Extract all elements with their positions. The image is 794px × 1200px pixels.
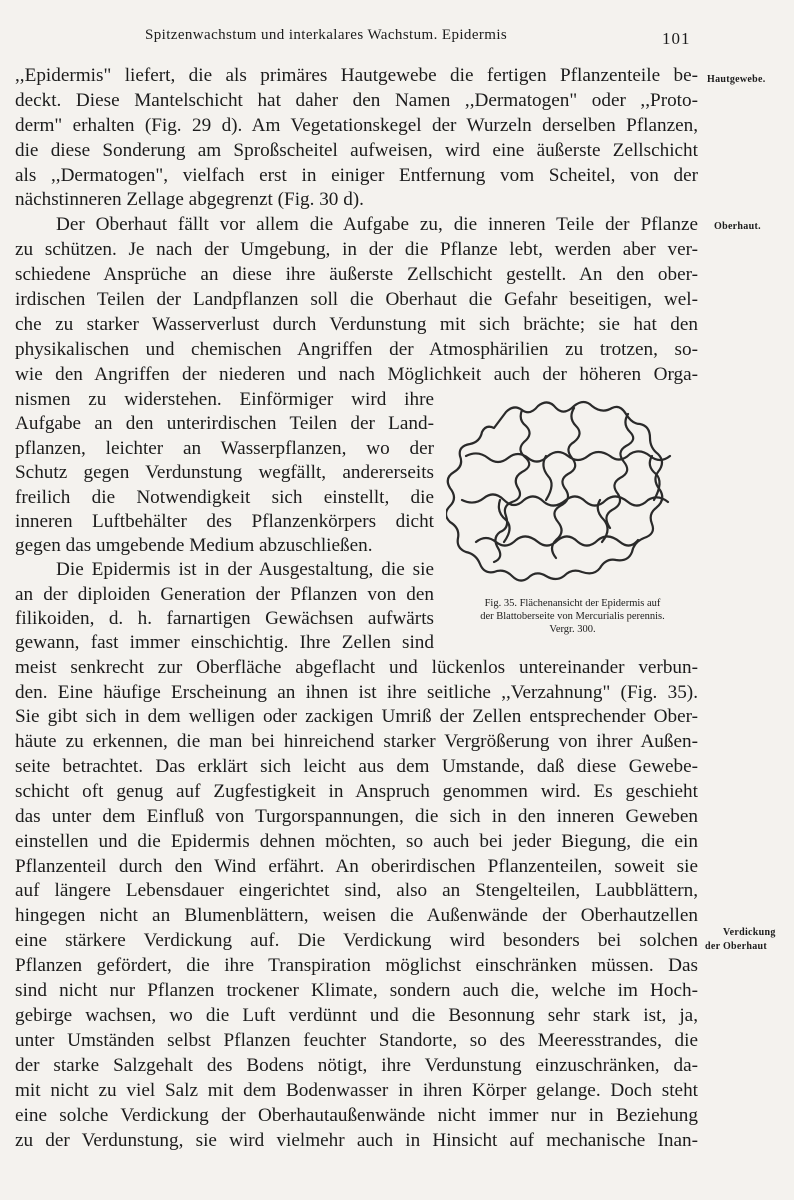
text-line: pflanzen, leichter an Wasserpflanzen, wo der (15, 438, 434, 459)
margin-note-der-oberhaut: der Oberhaut (705, 941, 768, 952)
text-line: schiedene Ansprüche an diese ihre äußerste Zellschicht gestellt. An den ober- (15, 264, 698, 285)
text-line: filikoiden, d. h. farnartigen Gewächsen aufwärts (15, 608, 434, 629)
running-title: Spitzenwachstum und interkalares Wachstum. Epidermis (145, 27, 508, 43)
figure-caption (440, 597, 705, 636)
text-line: als ,,Dermatogen", vielfach erst in einiger Entfernung vom Scheitel, von der (15, 165, 698, 186)
text-line: freilich die Notwendigkeit sich einstellt, die (15, 487, 434, 508)
cell-wall (499, 500, 510, 542)
text-line: eine solche Verdickung der Oberhautaußenwände nicht immer nur in Beziehung (15, 1105, 698, 1126)
margin-note-verdickung: Verdickung (723, 927, 776, 938)
text-line: gebirge wachsen, wo die Luft verdünnt und die Besonnung sehr stark ist, ja, (15, 1005, 698, 1026)
cell-wall (606, 414, 633, 528)
text-line: che zu starker Wasserverlust durch Verdunstung mit sich brächte; sie hat den (15, 314, 698, 335)
text-line: unter Umständen selbst Pflanzen feuchter Standorte, so des Meeresstrandes, die (15, 1030, 698, 1051)
text-line: sind nicht nur Pflanzen trockener Klimate, sondern auch die, welche im Hoch- (15, 980, 698, 1001)
text-line: nächstinneren Zellage abgegrenzt (Fig. 30 d). (15, 189, 364, 210)
margin-note-hautgewebe: Hautgewebe. (707, 74, 766, 85)
text-line: derm" erhalten (Fig. 29 d). Am Vegetationskegel der Wurzeln derselben Pflanzen, (15, 115, 698, 136)
text-line: nismen zu widerstehen. Einförmiger wird ihre (15, 389, 434, 410)
figure-35-epidermis-drawing (446, 392, 701, 592)
cell-wall (543, 456, 551, 500)
text-line: Aufgabe an den unterirdischen Teilen der Land- (15, 413, 434, 434)
text-line: an der diploiden Generation der Pflanzen von den (15, 584, 434, 605)
text-line: schicht oft genug auf Zugfestigkeit in Anspruch genommen wird. Es geschieht (15, 781, 698, 802)
text-line: mit nicht zu viel Salz mit dem Bodenwasser in ihren Körper gelange. Doch steht (15, 1080, 698, 1101)
text-line: gegen das umgebende Medium abzuschließen. (15, 535, 373, 556)
text-line: inneren Luftbehälter des Pflanzenkörpers dicht (15, 511, 434, 532)
text-line: Pflanzenteil durch den Wind erfährt. An oberirdischen Pflanzenteilen, soweit sie (15, 856, 698, 877)
text-line: zu der Verdunstung, sie wird vielmehr auch in Hinsicht auf mechanische Inan- (15, 1130, 698, 1151)
text-line: der starke Salzgehalt des Bodens nötigt, ihre Verdunstung einzuschränken, da- (15, 1055, 698, 1076)
text-line: meist senkrecht zur Oberfläche abgeflacht und lückenlos untereinander verbun- (15, 657, 698, 678)
text-line: den. Eine häufige Erscheinung an ihnen ist ihre seitliche ,,Verzahnung" (Fig. 35). (15, 682, 698, 703)
text-line: eine stärkere Verdickung auf. Die Verdickung wird besonders bei solchen (15, 930, 698, 951)
text-line: auf längere Lebensdauer eingerichtet sind, also an Stengelteilen, Laubblättern, (15, 880, 698, 901)
text-line: physikalischen und chemischen Angriffen der Atmosphärilien zu trotzen, so- (15, 339, 698, 360)
running-header (0, 27, 794, 49)
text-line: häute zu erkennen, die man bei hinreichend starker Vergrößerung von ihrer Außen- (15, 731, 698, 752)
text-line: Sie gibt sich in dem welligen oder zackigen Umriß der Zellen entsprechender Ober- (15, 706, 698, 727)
text-line: wie den Angriffen der niederen und nach Möglichkeit auch der höheren Orga- (15, 364, 698, 385)
caption-line: Vergr. 300. (549, 624, 596, 635)
text-line: seite betrachtet. Das erklärt sich leicht aus dem Umstande, daß diese Gewebe- (15, 756, 698, 777)
text-line: zu schützen. Je nach der Umgebung, in der die Pflanze lebt, werden aber ver- (15, 239, 698, 260)
text-line: die diese Sonderung am Sproßscheitel aufweisen, wird eine äußerste Zellschicht (15, 140, 698, 161)
text-line: gewann, fast immer einschichtig. Ihre Zellen sind (15, 632, 434, 653)
text-line: das unter dem Einfluß von Turgorspannungen, die sich in den inneren Geweben (15, 806, 698, 827)
text-line: Die Epidermis ist in der Ausgestaltung, die sie (56, 559, 434, 580)
cell-wall (494, 410, 530, 562)
text-line: Schutz gegen Verdunstung wegfällt, andererseits (15, 462, 434, 483)
text-line: einstellen und die Epidermis dehnen möchten, so auch bei jeder Biegung, die ein (15, 831, 698, 852)
text-line: irdischen Teilen der Landpflanzen soll die Oberhaut die Gefahr beseitigen, wel- (15, 289, 698, 310)
caption-line: der Blattoberseite von Mercurialis perennis. (480, 611, 665, 622)
text-line: deckt. Diese Mantelschicht hat daher den Namen ,,Dermatogen" oder ,,Proto- (15, 90, 698, 111)
text-line: ,,Epidermis" liefert, die als primäres Hautgewebe die fertigen Pflanzenteile be- (15, 65, 698, 86)
text-line: Der Oberhaut fällt vor allem die Aufgabe zu, die inneren Teile der Pflanze (56, 214, 698, 235)
text-line: hingegen nicht an Blumenblättern, weisen die Außenwände der Oberhautzellen (15, 905, 698, 926)
margin-note-oberhaut: Oberhaut. (714, 221, 761, 232)
caption-line: Fig. 35. Flächenansicht der Epidermis auf (484, 598, 661, 609)
page-number: 101 (662, 29, 691, 48)
text-line: Pflanzen gefördert, die ihre Transpiration möglichst einschränken müssen. Das (15, 955, 698, 976)
